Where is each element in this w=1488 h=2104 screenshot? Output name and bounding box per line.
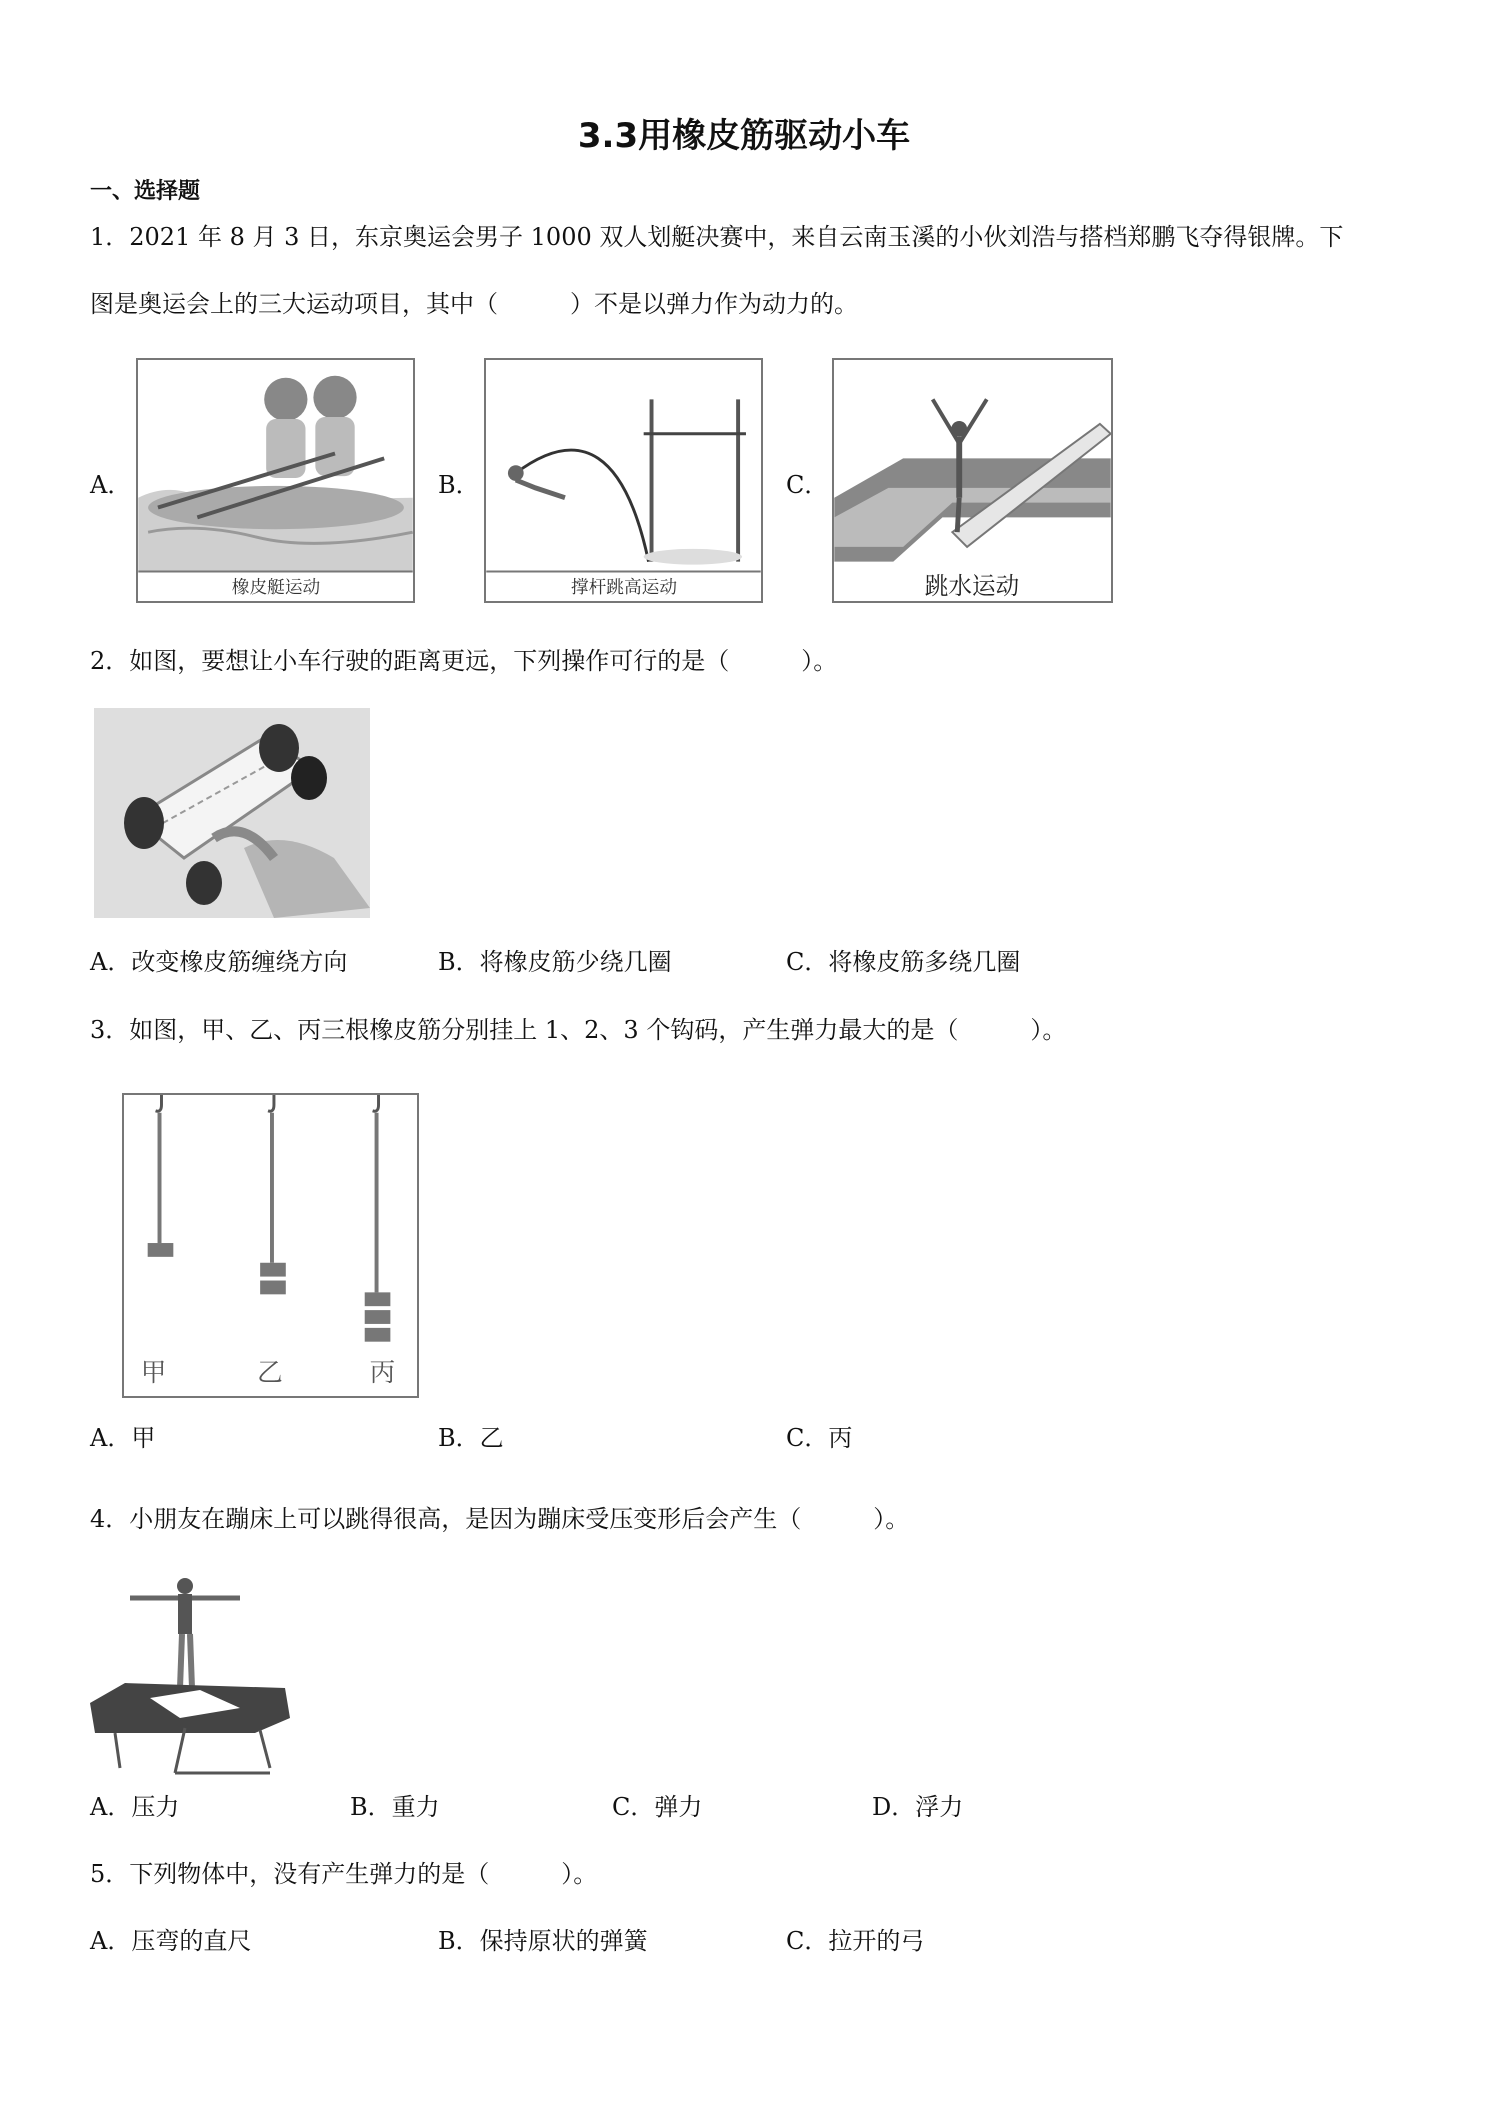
q3-option-c: C．丙: [786, 1424, 853, 1452]
q4-figure-trampoline: [90, 1568, 292, 1780]
q5-option-b: B．保持原状的弹簧: [438, 1927, 648, 1955]
q1-option-b-label: B．: [438, 471, 480, 499]
q1-option-c-label: C．: [786, 471, 829, 499]
q2-option-c: C．将橡皮筋多绕几圈: [786, 948, 1021, 976]
question-5-text: 5．下列物体中，没有产生弹力的是（ ）。: [90, 1860, 598, 1888]
q2-option-b: B．将橡皮筋少绕几圈: [438, 948, 672, 976]
q1-caption-b: 撑杆跳高运动: [570, 578, 678, 599]
q2-figure-rubber-band-car: [94, 708, 370, 918]
q4-option-d: D．浮力: [872, 1793, 964, 1821]
q5-option-a: A．压弯的直尺: [90, 1927, 252, 1955]
question-1-line-2: 图是奥运会上的三大运动项目，其中（ ）不是以弹力作为动力的。: [90, 290, 858, 318]
q3-label-bing: 丙: [369, 1358, 396, 1389]
question-3-text: 3．如图，甲、乙、丙三根橡皮筋分别挂上 1、2、3 个钩码，产生弹力最大的是（ ）。: [90, 1016, 1067, 1044]
question-1-line-1: 1．2021 年 8 月 3 日，东京奥运会男子 1000 双人划艇决赛中，来自云南玉溪的小伙刘浩与搭档郑鹏飞夺得银牌。下: [90, 223, 1344, 251]
q1-caption-c: 跳水运动: [924, 572, 1020, 601]
q1-option-a-label: A．: [90, 471, 132, 499]
q5-option-c: C．拉开的弓: [786, 1927, 925, 1955]
q3-option-b: B．乙: [438, 1424, 504, 1452]
page-title: 3.3用橡皮筋驱动小车: [577, 116, 911, 156]
q1-caption-a: 橡皮艇运动: [231, 578, 321, 599]
q3-label-yi: 乙: [257, 1358, 283, 1389]
q1-figure-diving: [832, 358, 1113, 603]
q3-label-jia: 甲: [140, 1358, 167, 1389]
q4-option-b: B．重力: [350, 1793, 440, 1821]
question-2-text: 2．如图，要想让小车行驶的距离更远，下列操作可行的是（ ）。: [90, 647, 838, 675]
q4-option-c: C．弹力: [612, 1793, 703, 1821]
q4-option-a: A．压力: [90, 1793, 180, 1821]
q2-option-a: A．改变橡皮筋缠绕方向: [90, 948, 348, 976]
q1-figure-pole-vault: [484, 358, 763, 603]
q1-figure-rowing: [136, 358, 415, 603]
question-4-text: 4．小朋友在蹦床上可以跳得很高，是因为蹦床受压变形后会产生（ ）。: [90, 1505, 910, 1533]
q3-figure-rubber-bands: [122, 1093, 419, 1398]
q3-option-a: A．甲: [90, 1424, 156, 1452]
section-heading: 一、选择题: [90, 179, 201, 204]
